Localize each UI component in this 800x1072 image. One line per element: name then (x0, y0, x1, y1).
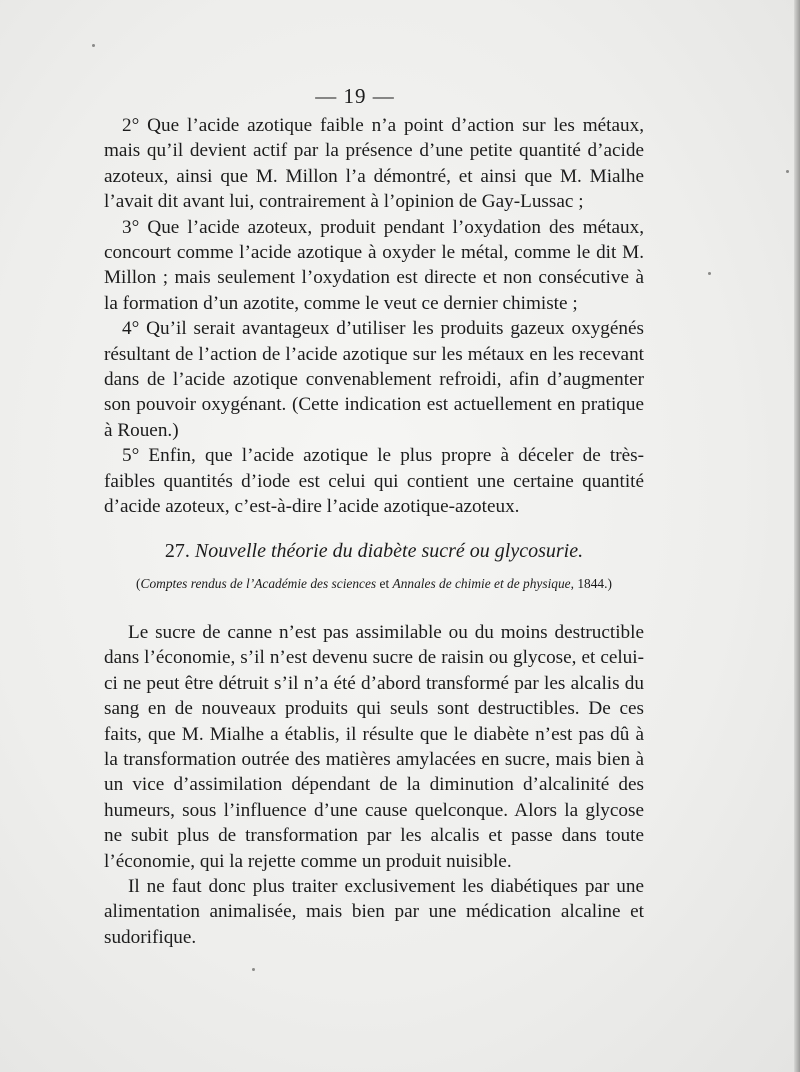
section-number: 27. (164, 540, 190, 562)
citation-source-comptes-rendus: Comptes rendus de l’Académie des sciences (140, 576, 377, 591)
numbered-conclusions (104, 113, 644, 520)
paragraph-point-5: 5° Enfin, que l’acide azotique le plus propre à déceler de très-faibles quantités d’iode est celui qui contient une certaine quantité d’acide azoteux, c’est-à-dire l’acide azotique-azoteux. (104, 445, 644, 518)
paper-speck (786, 170, 789, 173)
section-heading (104, 540, 644, 563)
paragraph-diabetes-theory: Le sucre de canne n’est pas assimilable ou du moins destructible dans l’économie, s’il n’est devenu sucre de raisin ou glycose, et celui-ci ne peut être détruit s’il n’a été d’abord transformé par les alcalis du sang en de nouveaux produits qui seuls sont destructibles. De ces faits, que M. Mialhe a établis, il résulte que le diabète n’est pas dû à la transformation outrée des matières amylacées en sucre, mais bien à un vice d’assimilation dépendant de la diminution d’alcalinité des humeurs, sous l’influence d’une cause quelconque. Alors la glycose ne subit plus de transformation par les alcalis et passe dans toute l’économie, qui la rejette comme un produit nuisible. (104, 622, 644, 872)
paper-speck (92, 44, 95, 47)
citation-year: , 1844.) (570, 576, 612, 591)
paragraph-point-2: 2° Que l’acide azotique faible n’a point d’action sur les métaux, mais qu’il devient actif par la présence d’une petite quantité d’acide azoteux, ainsi que M. Millon l’a démontré, et ainsi que M. Mialhe l’avait dit avant lui, contrairement à l’opinion de Gay-Lussac ; (104, 115, 644, 213)
paper-speck (708, 272, 711, 275)
paragraph-point-4: 4° Qu’il serait avantageux d’utiliser les produits gazeux oxygénés résultant de l’action de l’acide azotique sur les métaux en les recevant dans de l’acide azotique convenablement refroidi, afin d’augmenter son pouvoir oxygénant. (Cette indication est actuellement en pratique à Rouen.) (104, 318, 644, 441)
section-body (104, 620, 644, 950)
page-number: — 19 — (315, 84, 395, 108)
section-title: Nouvelle théorie du diabète sucré ou glycosurie. (194, 540, 584, 562)
citation-conjunction: et (376, 576, 393, 591)
citation-open: ( (136, 576, 141, 591)
page-edge-shadow (794, 0, 800, 1072)
paper-speck (252, 968, 255, 971)
paragraph-treatment: Il ne faut donc plus traiter exclusivement les diabétiques par une alimentation animalisée, mais bien par une médication alcaline et sudorifique. (104, 876, 644, 948)
citation-source-annales: Annales de chimie et de physique (392, 576, 571, 591)
paragraph-point-3: 3° Que l’acide azoteux, produit pendant l’oxydation des métaux, concourt comme l’acide azotique à oxyder le métal, comme le dit M. Millon ; mais seulement l’oxydation est directe et non consécutive à la formation d’un azotite, comme le veut ce dernier chimiste ; (104, 216, 644, 314)
section-citation (104, 576, 644, 592)
